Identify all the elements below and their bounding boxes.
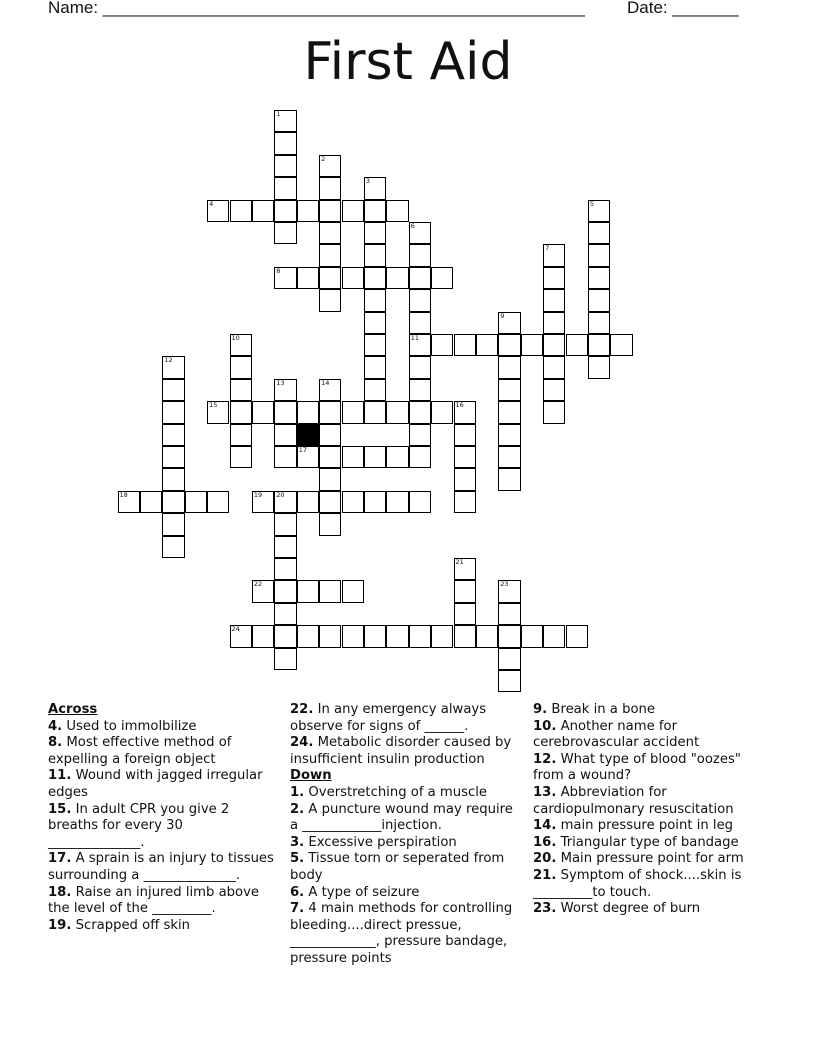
grid-cell[interactable] (230, 424, 252, 446)
grid-cell[interactable] (230, 625, 252, 647)
grid-cell[interactable] (297, 200, 319, 222)
grid-cell[interactable] (230, 200, 252, 222)
grid-cell[interactable] (364, 312, 386, 334)
grid-cell-number: 16 (455, 401, 464, 410)
grid-cell[interactable] (274, 446, 296, 468)
grid-cell[interactable] (498, 670, 520, 692)
clue-across-19: 19. Scrapped off skin (48, 917, 190, 933)
grid-cell[interactable] (454, 603, 476, 625)
grid-cell[interactable] (274, 222, 296, 244)
grid-cell-number: 21 (455, 558, 464, 566)
grid-cell[interactable] (409, 446, 431, 468)
grid-cell[interactable] (297, 580, 319, 602)
grid-cell[interactable] (342, 401, 364, 423)
clue-across-15: 15. In adult CPR you give 2 breaths for every 30 ______________. (48, 801, 230, 850)
grid-cell[interactable] (230, 334, 252, 356)
grid-cell[interactable] (162, 536, 184, 558)
grid-cell[interactable] (364, 289, 386, 311)
clue-down-5: 5. Tissue torn or seperated from body (290, 851, 505, 883)
grid-cell[interactable] (319, 379, 341, 401)
grid-cell[interactable] (476, 334, 498, 356)
grid-cell[interactable] (431, 401, 453, 423)
grid-cell[interactable] (476, 625, 498, 647)
grid-cell[interactable] (162, 491, 184, 513)
grid-cell[interactable] (364, 267, 386, 289)
grid-cell[interactable] (588, 356, 610, 378)
clue-down-6: 6. A type of seizure (290, 884, 420, 900)
grid-cell[interactable] (543, 267, 565, 289)
grid-cell[interactable] (386, 446, 408, 468)
grid-cell[interactable] (409, 491, 431, 513)
grid-cell[interactable] (498, 603, 520, 625)
grid-cell[interactable] (364, 177, 386, 199)
grid-cell[interactable] (274, 580, 296, 602)
clues-column-1 (48, 702, 280, 934)
grid-cell[interactable] (409, 424, 431, 446)
clue-across-22: 22. In any emergency always observe for signs of ______. (290, 702, 487, 734)
grid-cell[interactable] (498, 446, 520, 468)
clue-across-4: 4. Used to immolbilize (48, 718, 197, 734)
grid-cell[interactable] (252, 580, 274, 602)
grid-cell[interactable] (207, 200, 229, 222)
grid-cell[interactable] (588, 222, 610, 244)
grid-cell-number: 14 (321, 378, 330, 387)
grid-cell[interactable] (274, 379, 296, 401)
grid-cell[interactable] (566, 625, 588, 647)
grid-cell[interactable] (566, 334, 588, 356)
clue-across-18: 18. Raise an injured limb above the level of the _________. (48, 884, 260, 917)
grid-cell[interactable] (162, 401, 184, 423)
grid-cell[interactable] (319, 446, 341, 468)
grid-cell[interactable] (498, 424, 520, 446)
grid-cell[interactable] (230, 446, 252, 468)
grid-cell[interactable] (498, 334, 520, 356)
clue-across-17: 17. A sprain is an injury to tissues surrounding a ______________. (48, 851, 274, 883)
grid-cell-number: 4 (209, 199, 214, 208)
grid-cell[interactable] (319, 155, 341, 177)
clue-down-20: 20. Main pressure point for arm (533, 851, 744, 867)
grid-cell[interactable] (409, 289, 431, 311)
grid-cell[interactable] (162, 379, 184, 401)
grid-cell-number: 13 (276, 378, 285, 387)
grid-cell[interactable] (409, 222, 431, 244)
grid-cell[interactable] (454, 468, 476, 490)
grid-cell[interactable] (386, 267, 408, 289)
grid-cell-number: 20 (276, 490, 285, 499)
grid-cell[interactable] (319, 580, 341, 602)
grid-cell[interactable] (364, 625, 386, 647)
grid-cell[interactable] (498, 312, 520, 334)
clue-across-24: 24. Metabolic disorder caused by insufficient insulin production (290, 735, 512, 767)
grid-cell[interactable] (274, 177, 296, 199)
grid-cell[interactable] (274, 625, 296, 647)
grid-cell-number: 3 (365, 177, 371, 186)
grid-cell[interactable] (364, 334, 386, 356)
grid-cell-number: 10 (231, 334, 240, 342)
grid-cell[interactable] (207, 491, 229, 513)
grid-cell[interactable] (498, 468, 520, 490)
grid-cell[interactable] (386, 491, 408, 513)
clue-down-1: 1. Overstretching of a muscle (290, 784, 488, 800)
clue-down-10: 10. Another name for cerebrovascular accident (533, 718, 700, 751)
grid-cell[interactable] (252, 491, 274, 513)
grid-cell[interactable] (431, 267, 453, 289)
clue-down-23: 23. Worst degree of burn (533, 901, 701, 917)
grid-cell[interactable] (431, 625, 453, 647)
grid-cell[interactable] (454, 491, 476, 513)
grid-cell[interactable] (118, 491, 140, 513)
grid-cell[interactable] (230, 379, 252, 401)
grid-cell[interactable] (498, 625, 520, 647)
grid-cell[interactable] (588, 200, 610, 222)
grid-cell[interactable] (252, 200, 274, 222)
grid-cell[interactable] (386, 401, 408, 423)
grid-cell-number: 1 (276, 110, 281, 118)
grid-cell[interactable] (543, 244, 565, 266)
clue-down-2: 2. A puncture wound may require a ____________injection. (290, 801, 513, 834)
clue-across-8: 8. Most effective method of expelling a foreign object (48, 735, 232, 767)
grid-cell[interactable] (409, 356, 431, 378)
grid-cell[interactable] (409, 334, 431, 356)
grid-cell[interactable] (297, 625, 319, 647)
grid-cell-number: 22 (253, 580, 263, 589)
grid-cell[interactable] (386, 625, 408, 647)
grid-cell-number: 2 (321, 154, 326, 163)
grid-cell[interactable] (185, 491, 207, 513)
grid-cell[interactable] (274, 558, 296, 580)
grid-cell[interactable] (297, 446, 319, 468)
grid-cell[interactable] (364, 401, 386, 423)
grid-cell[interactable] (543, 379, 565, 401)
grid-cell-number: 12 (164, 356, 173, 365)
clue-down-21: 21. Symptom of shock....skin is _________to touch. (533, 867, 742, 900)
date-field-label: Date: _______ (627, 0, 739, 17)
grid-cell[interactable] (342, 625, 364, 647)
grid-cell[interactable] (521, 625, 543, 647)
grid-cell[interactable] (274, 603, 296, 625)
grid-cell[interactable] (498, 356, 520, 378)
grid-cell[interactable] (498, 648, 520, 670)
grid-cell[interactable] (319, 289, 341, 311)
grid-cell[interactable] (319, 401, 341, 423)
grid-cell[interactable] (319, 267, 341, 289)
grid-cell[interactable] (498, 401, 520, 423)
grid-cell[interactable] (543, 334, 565, 356)
grid-cell-number: 8 (276, 266, 281, 275)
grid-cell[interactable] (342, 267, 364, 289)
grid-cell[interactable] (319, 513, 341, 535)
grid-cell[interactable] (230, 356, 252, 378)
grid-cell[interactable] (274, 132, 296, 154)
grid-cell[interactable] (386, 200, 408, 222)
grid-cell[interactable] (588, 334, 610, 356)
across-heading: Across (48, 702, 98, 717)
grid-cell[interactable] (319, 468, 341, 490)
grid-cell[interactable] (543, 401, 565, 423)
grid-cell[interactable] (342, 580, 364, 602)
grid-cell-number: 15 (209, 401, 218, 410)
grid-cell[interactable] (454, 446, 476, 468)
grid-cell-number: 18 (119, 490, 128, 499)
grid-cell[interactable] (274, 155, 296, 177)
grid-cell[interactable] (274, 424, 296, 446)
grid-cell[interactable] (297, 491, 319, 513)
grid-cell[interactable] (274, 267, 296, 289)
grid-cell[interactable] (162, 468, 184, 490)
clue-down-16: 16. Triangular type of bandage (533, 834, 739, 850)
clue-down-3: 3. Excessive perspiration (290, 834, 457, 850)
grid-cell[interactable] (454, 401, 476, 423)
grid-cell[interactable] (162, 424, 184, 446)
grid-cell[interactable] (364, 446, 386, 468)
grid-cell[interactable] (274, 401, 296, 423)
grid-cell[interactable] (521, 334, 543, 356)
grid-cell[interactable] (297, 267, 319, 289)
grid-cell[interactable] (364, 491, 386, 513)
clues-column-3 (533, 702, 773, 918)
grid-cell[interactable] (454, 580, 476, 602)
grid-cell[interactable] (274, 648, 296, 670)
grid-cell[interactable] (364, 379, 386, 401)
grid-cell[interactable] (342, 446, 364, 468)
grid-cell[interactable] (364, 222, 386, 244)
grid-cell[interactable] (342, 200, 364, 222)
grid-cell[interactable] (319, 177, 341, 199)
grid-cell[interactable] (588, 289, 610, 311)
clue-down-9: 9. Break in a bone (533, 702, 655, 717)
grid-cell[interactable] (454, 424, 476, 446)
grid-cell[interactable] (319, 222, 341, 244)
page-title: First Aid (303, 32, 513, 92)
grid-cell[interactable] (543, 356, 565, 378)
grid-cell[interactable] (230, 401, 252, 423)
grid-cell[interactable] (409, 401, 431, 423)
grid-cell[interactable] (319, 424, 341, 446)
grid-cell[interactable] (588, 244, 610, 266)
grid-cell[interactable] (140, 491, 162, 513)
grid-cell[interactable] (342, 491, 364, 513)
grid-cell[interactable] (409, 244, 431, 266)
grid-cell[interactable] (162, 513, 184, 535)
grid-cell-number: 17 (298, 446, 307, 454)
grid-cell[interactable] (454, 334, 476, 356)
grid-cell[interactable] (610, 334, 632, 356)
clue-across-11: 11. Wound with jagged irregular edges (48, 768, 263, 800)
grid-cell[interactable] (274, 110, 296, 132)
grid-cell[interactable] (274, 536, 296, 558)
down-heading: Down (290, 768, 332, 784)
grid-cell[interactable] (364, 356, 386, 378)
clue-down-12: 12. What type of blood "oozes" from a wound? (533, 751, 741, 784)
grid-cell[interactable] (588, 312, 610, 334)
grid-cell[interactable] (274, 513, 296, 535)
grid-cell[interactable] (297, 401, 319, 423)
grid-cell[interactable] (454, 558, 476, 580)
grid-cell-number: 6 (410, 222, 415, 230)
grid-cell[interactable] (207, 401, 229, 423)
grid-cell[interactable] (364, 244, 386, 266)
grid-cell[interactable] (274, 491, 296, 513)
grid-cell[interactable] (409, 312, 431, 334)
grid-cell[interactable] (588, 267, 610, 289)
clue-down-13: 13. Abbreviation for cardiopulmonary resuscitation (533, 784, 734, 817)
clues-column-2 (290, 702, 522, 968)
grid-cell[interactable] (498, 379, 520, 401)
grid-cell[interactable] (409, 625, 431, 647)
grid-cell[interactable] (319, 491, 341, 513)
grid-cell[interactable] (409, 379, 431, 401)
grid-block-cell (297, 424, 319, 446)
grid-cell[interactable] (543, 289, 565, 311)
grid-cell-number: 23 (500, 580, 509, 589)
grid-cell[interactable] (319, 244, 341, 266)
grid-cell[interactable] (409, 267, 431, 289)
clue-down-14: 14. main pressure point in leg (533, 818, 734, 834)
grid-cell[interactable] (454, 625, 476, 647)
grid-cell-number: 11 (410, 334, 419, 342)
grid-cell[interactable] (252, 401, 274, 423)
grid-cell[interactable] (431, 334, 453, 356)
grid-cell[interactable] (274, 200, 296, 222)
grid-cell[interactable] (498, 580, 520, 602)
grid-cell[interactable] (543, 625, 565, 647)
grid-cell-number: 19 (253, 490, 263, 499)
clue-down-7: 7. 4 main methods for controlling bleeding....direct pressue, _____________, pressure bandage, pressure points (290, 901, 513, 966)
grid-cell[interactable] (319, 625, 341, 647)
name-field-label: Name: ___________________________________________________ (48, 0, 585, 17)
grid-cell[interactable] (319, 200, 341, 222)
grid-cell[interactable] (252, 625, 274, 647)
grid-cell-number: 7 (545, 244, 550, 253)
grid-cell[interactable] (364, 200, 386, 222)
grid-cell-number: 5 (589, 199, 595, 208)
grid-cell[interactable] (162, 356, 184, 378)
grid-cell[interactable] (543, 312, 565, 334)
grid-cell-number: 9 (500, 311, 505, 320)
grid-cell-number: 24 (231, 625, 240, 634)
grid-cell[interactable] (162, 446, 184, 468)
